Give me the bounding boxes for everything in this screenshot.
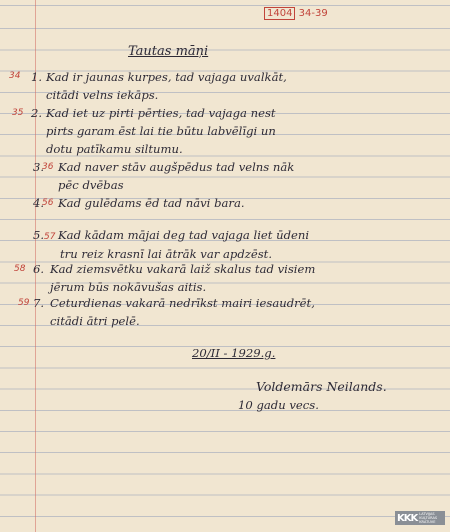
item-line: Kad naver stāv augšpēdus tad velns nāk: [58, 160, 295, 174]
logo-mark: KKK: [397, 512, 418, 524]
archive-logo: [395, 511, 445, 525]
item-index: 4.: [33, 196, 45, 210]
archive-number: 35: [12, 108, 24, 118]
item-line: Kad ziemsvētku vakarā laiž skalus tad visiem: [50, 262, 316, 276]
item-line: Kad ir jaunas kurpes, tad vajaga uvalkāt,: [46, 70, 287, 84]
archive-ref: 34-39: [298, 8, 328, 19]
item-index: 6.: [33, 262, 45, 276]
item-line: pirts garam ēst lai tie būtu labvēlīgi un: [46, 124, 276, 138]
page-title: Tautas māņi: [128, 44, 209, 59]
archive-number: 59: [18, 298, 30, 308]
item-line: dotu patīkamu siltumu.: [46, 142, 183, 156]
archive-reference: [264, 8, 328, 19]
archive-box-id: 1404: [264, 7, 295, 20]
item-line: Ceturdienas vakarā nedrīkst mairi iesaudrēt,: [50, 296, 315, 310]
archive-number: 36: [42, 162, 54, 172]
item-line: citādi ātri pelē.: [50, 314, 140, 328]
item-index: 5.: [33, 228, 45, 242]
archive-number: 34: [9, 71, 21, 81]
item-index: 1.: [31, 70, 43, 84]
date: 20/II - 1929.g.: [192, 346, 276, 360]
item-line: pēc dvēbas: [58, 178, 124, 192]
archive-number: 58: [14, 264, 26, 274]
item-line: Kad gulēdams ēd tad nāvi bara.: [58, 196, 245, 210]
item-line: Kad kādam mājai deg tad vajaga liet ūdeni: [58, 228, 310, 242]
archive-number: 56: [42, 198, 54, 208]
item-line: citādi velns iekāps.: [46, 88, 159, 102]
signature-age: 10 gadu vecs.: [238, 398, 319, 412]
item-line: jērum būs nokāvušas aitis.: [50, 280, 207, 294]
item-index: 3.: [33, 160, 45, 174]
logo-text: LATVIJAS KULTŪRAS KRĀTUVE: [419, 512, 438, 524]
item-line: tru reiz krasnī lai ātrāk var apdzēst.: [60, 247, 273, 261]
item-index: 2.: [31, 106, 43, 120]
archive-number: 57: [44, 232, 56, 242]
item-index: 7.: [33, 296, 45, 310]
item-line: Kad iet uz pirti pērties, tad vajaga nest: [46, 106, 276, 120]
signature-name: Voldemārs Neilands.: [256, 379, 387, 394]
